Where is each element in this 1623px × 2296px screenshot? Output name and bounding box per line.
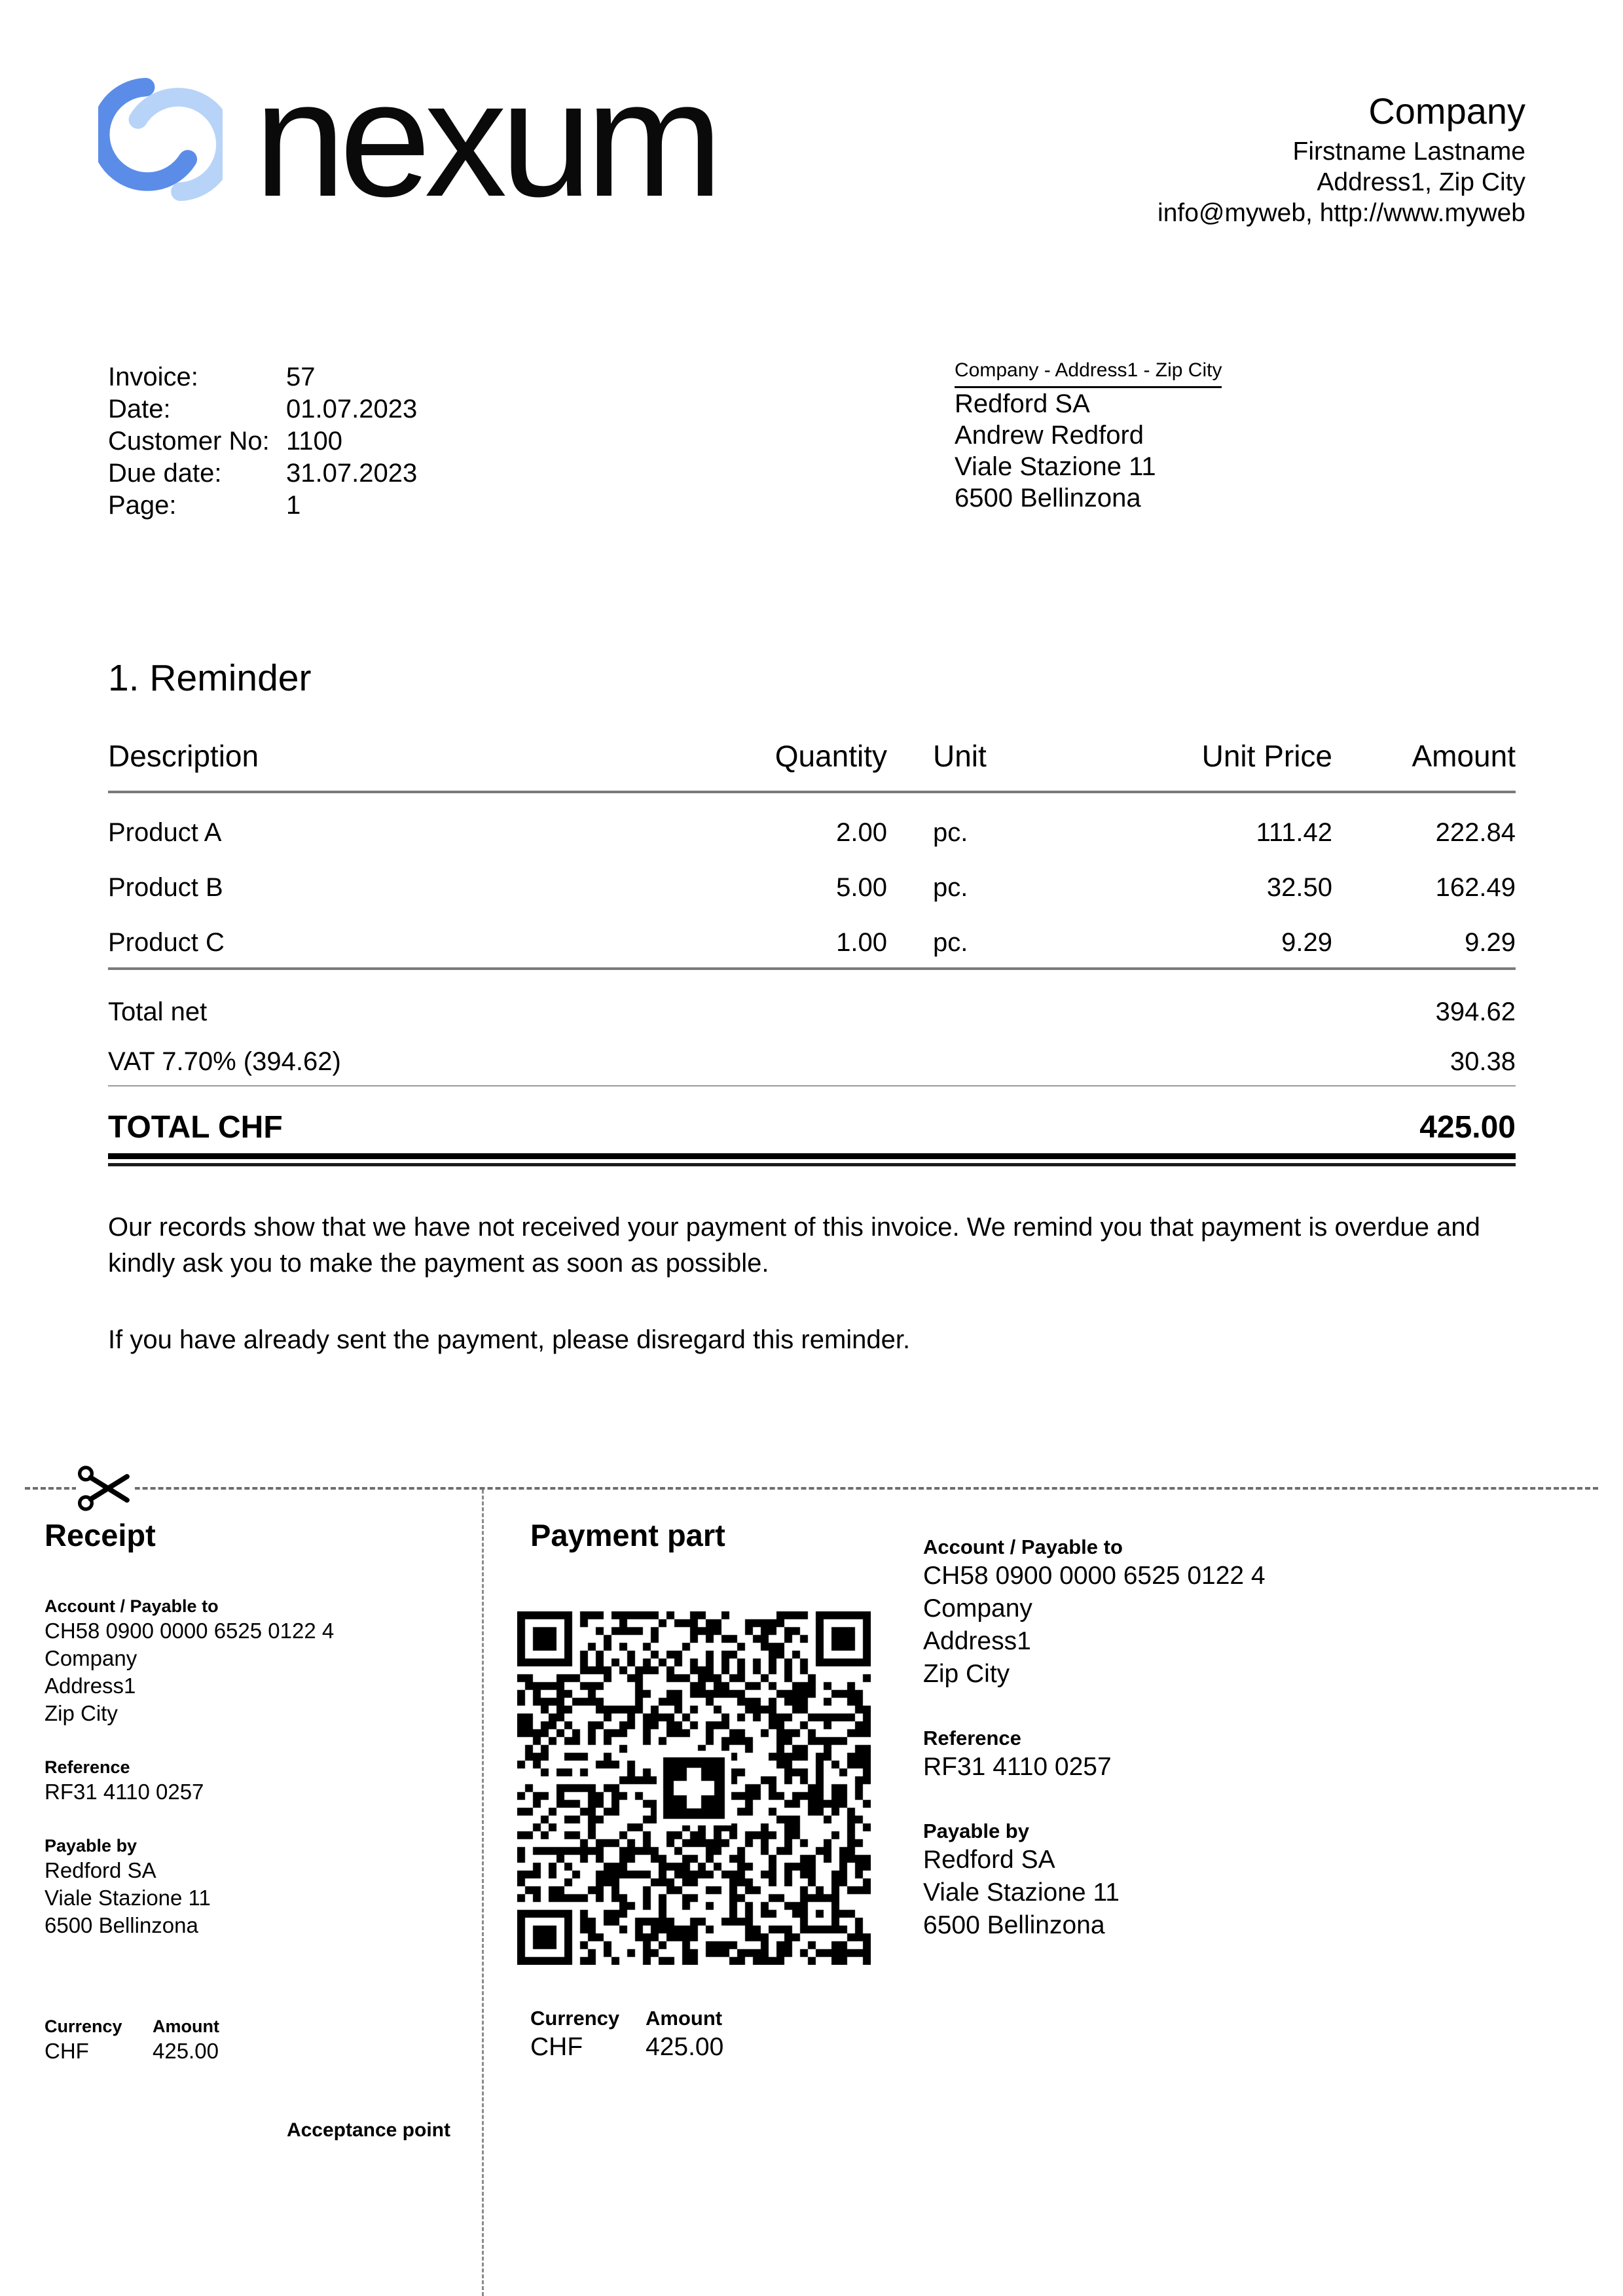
- meta-label: Page:: [108, 491, 177, 520]
- meta-row-due-date: [108, 457, 417, 490]
- payer-line: Viale Stazione 11: [923, 1878, 1120, 1907]
- currency-value: CHF: [530, 2033, 583, 2061]
- cell-unit: pc.: [933, 928, 968, 957]
- recipient-street: Viale Stazione 11: [955, 452, 1156, 481]
- total-net-row: [108, 970, 1516, 1028]
- amount-label: Amount: [153, 2017, 219, 2036]
- meta-row-customer-no: [108, 425, 417, 457]
- cell-unit: pc.: [933, 873, 968, 902]
- cell-quantity: 5.00: [836, 873, 887, 902]
- cell-quantity: 1.00: [836, 928, 887, 957]
- vat-value: 30.38: [1450, 1047, 1516, 1076]
- cell-amount: 9.29: [1465, 928, 1516, 957]
- reminder-paragraph-1: Our records show that we have not received your payment of this invoice. We remind you that payment is overdue and kindly ask you to make the payment as soon as possible.: [108, 1213, 1480, 1278]
- recipient-city: 6500 Bellinzona: [955, 484, 1141, 512]
- meta-value: 31.07.2023: [286, 459, 418, 488]
- amount-value: 425.00: [153, 2039, 219, 2063]
- sender-contact: Firstname Lastname: [1292, 137, 1525, 166]
- reminder-notes: [108, 1210, 1532, 1358]
- col-header-description: Description: [108, 739, 259, 773]
- payment-part-title: Payment part: [530, 1518, 725, 1552]
- grand-total-rule-2: [108, 1163, 1516, 1166]
- payee-line: Address1: [923, 1627, 1031, 1655]
- currency-value: CHF: [45, 2039, 89, 2063]
- reminder-paragraph-2: If you have already sent the payment, please disregard this reminder.: [108, 1325, 911, 1354]
- grand-total-row: [108, 1086, 1516, 1147]
- reference-value: RF31 4110 0257: [923, 1753, 1112, 1781]
- total-net-value: 394.62: [1435, 997, 1516, 1026]
- return-address-line: Company - Address1 - Zip City: [955, 359, 1222, 388]
- cell-amount: 222.84: [1435, 818, 1516, 847]
- iban: CH58 0900 0000 6525 0122 4: [45, 1619, 335, 1643]
- payment-currency-amount: [530, 2006, 723, 2064]
- cell-unit-price: 9.29: [1281, 928, 1332, 957]
- grand-total-rule: [108, 1153, 1516, 1159]
- scissors-icon: [76, 1462, 135, 1515]
- reference-label: Reference: [923, 1727, 1021, 1749]
- total-net-label: Total net: [108, 997, 208, 1026]
- items-table: [108, 738, 1516, 1166]
- cell-description: Product A: [108, 818, 222, 847]
- swiss-qr-wrap: [517, 1611, 871, 1965]
- receipt-account-group: [45, 1595, 450, 1727]
- recipient-name: Redford SA: [955, 389, 1090, 418]
- col-header-amount: Amount: [1412, 739, 1516, 773]
- receipt-title: Receipt: [45, 1518, 156, 1552]
- cell-unit: pc.: [933, 818, 968, 847]
- vat-row: [108, 1028, 1516, 1077]
- sender-web: info@myweb, http://www.myweb: [1158, 199, 1525, 227]
- receipt-reference-group: [45, 1756, 450, 1806]
- col-header-unit-price: Unit Price: [1201, 739, 1332, 773]
- iban: CH58 0900 0000 6525 0122 4: [923, 1562, 1266, 1590]
- payable-by-label: Payable by: [923, 1820, 1029, 1842]
- payable-by-label: Payable by: [45, 1836, 137, 1856]
- table-body: [108, 793, 1516, 970]
- reference-value: RF31 4110 0257: [45, 1780, 204, 1804]
- col-header-quantity: Quantity: [775, 739, 887, 773]
- table-row: [108, 903, 1516, 958]
- amount-label: Amount: [646, 2007, 723, 2030]
- table-row: [108, 793, 1516, 848]
- payee-line: Zip City: [45, 1701, 118, 1725]
- payment-info-column: [923, 1535, 1506, 1942]
- grand-total-value: 425.00: [1419, 1110, 1516, 1145]
- receipt-payable-by-group: [45, 1835, 450, 1939]
- meta-value: 01.07.2023: [286, 395, 418, 423]
- meta-label: Invoice:: [108, 363, 198, 391]
- cell-description: Product C: [108, 928, 225, 957]
- vertical-cut-line: [482, 1490, 484, 2296]
- amount-value: 425.00: [646, 2033, 724, 2061]
- meta-row-page: [108, 490, 417, 522]
- payer-line: Redford SA: [923, 1846, 1055, 1874]
- account-payable-label: Account / Payable to: [45, 1596, 219, 1616]
- receipt-currency-amount: [45, 2015, 450, 2065]
- payee-line: Company: [45, 1646, 137, 1670]
- payment-reference-group: [923, 1726, 1506, 1784]
- meta-value: 1: [286, 491, 301, 520]
- meta-row-invoice: [108, 361, 417, 393]
- meta-value: 57: [286, 363, 316, 391]
- reference-label: Reference: [45, 1757, 130, 1777]
- col-header-unit: Unit: [933, 739, 987, 773]
- acceptance-point-label: Acceptance point: [286, 2119, 450, 2141]
- payer-line: Viale Stazione 11: [45, 1886, 211, 1910]
- vat-label: VAT 7.70% (394.62): [108, 1047, 341, 1076]
- payee-line: Address1: [45, 1674, 136, 1698]
- cell-quantity: 2.00: [836, 818, 887, 847]
- horizontal-cut-line: [25, 1487, 1598, 1490]
- payer-line: 6500 Bellinzona: [923, 1911, 1105, 1939]
- sender-company-name: Company: [1368, 90, 1525, 132]
- meta-row-date: [108, 393, 417, 425]
- payer-line: 6500 Bellinzona: [45, 1913, 198, 1937]
- currency-label: Currency: [45, 2017, 122, 2036]
- logo-wordmark: nexum: [254, 47, 717, 231]
- table-row: [108, 848, 1516, 903]
- payee-line: Company: [923, 1594, 1032, 1623]
- invoice-meta: [108, 361, 417, 522]
- grand-total-label: TOTAL CHF: [108, 1110, 283, 1145]
- payer-line: Redford SA: [45, 1858, 156, 1882]
- recipient-contact: Andrew Redford: [955, 421, 1144, 450]
- brand: [98, 47, 717, 231]
- receipt-section: [45, 1517, 450, 2065]
- meta-label: Customer No:: [108, 427, 270, 456]
- currency-label: Currency: [530, 2007, 620, 2030]
- meta-value: 1100: [286, 427, 343, 456]
- page-title: 1. Reminder: [108, 657, 312, 699]
- cell-unit-price: 32.50: [1266, 873, 1332, 902]
- swiss-qr-code: [517, 1611, 871, 1965]
- nexum-logo-icon: [98, 77, 223, 202]
- meta-label: Due date:: [108, 459, 222, 488]
- cell-description: Product B: [108, 873, 223, 902]
- payee-line: Zip City: [923, 1660, 1010, 1688]
- payment-account-group: [923, 1535, 1506, 1691]
- sender-address: Address1, Zip City: [1317, 168, 1525, 196]
- sender-block: [1158, 90, 1525, 228]
- table-header-row: [108, 738, 1516, 793]
- payment-payable-by-group: [923, 1819, 1506, 1942]
- recipient-block: [955, 359, 1222, 514]
- meta-label: Date:: [108, 395, 171, 423]
- cell-unit-price: 111.42: [1256, 818, 1332, 847]
- cell-amount: 162.49: [1435, 873, 1516, 902]
- account-payable-label: Account / Payable to: [923, 1535, 1123, 1558]
